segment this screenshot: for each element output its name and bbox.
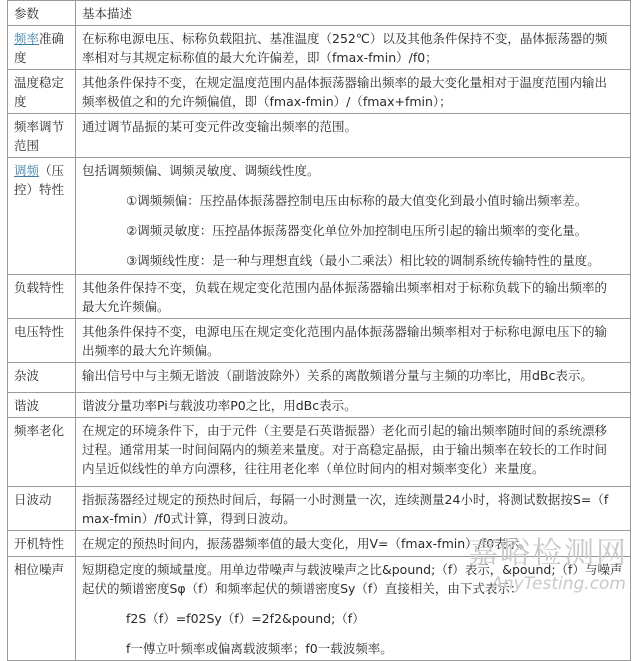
header-param: 参数 [8,1,76,26]
desc-subitem: ①调频频偏：压控晶体振荡器控制电压由标称的最大值变化到最小值时输出频率差。 [126,193,588,208]
table-row [8,393,631,418]
param-name: 杂波 [14,368,40,383]
desc-line: 指振荡器经过规定的预热时间后，每隔一小时测量一次，连续测量24小时，将测试数据按S=（f [82,492,609,507]
table-row [8,487,631,531]
desc-cell [76,26,631,70]
desc-line: 谐波分量功率Pi与载波功率P0之比，用dBc表示。 [82,398,357,413]
param-cell [8,418,76,487]
table-row [8,70,631,114]
desc-line: 过程。通常用某一时间间隔内的频差来量度。对于高稳定晶振，由于输出频率在较长的工作时间 [82,442,608,457]
desc-cell [76,158,631,275]
desc-cell [76,418,631,487]
desc-cell [76,393,631,418]
param-cell [8,487,76,531]
desc-line: 通过调节晶振的某可变元件改变输出频率的范围。 [82,119,358,134]
desc-cell [76,557,631,661]
param-name: 频率老化 [14,423,65,438]
desc-line: 短期稳定度的频域量度。用单边带噪声与载波噪声之比&pound;（f）表示，&pound;（f）与噪声 [82,562,623,577]
table-row [8,418,631,487]
desc-cell [76,319,631,363]
desc-line: 最大允许频偏。 [82,299,170,314]
param-cell [8,114,76,158]
table-row [8,26,631,70]
desc-subitem: ③调频线性度：是一种与理想直线（最小二乘法）相比较的调制系统传输特性的量度。 [126,253,600,268]
param-cell [8,319,76,363]
param-cell [8,531,76,557]
watermark-logo: 嘉峪检测网 [468,536,628,571]
desc-line: 其他条件保持不变，负载在规定变化范围内晶体振荡器输出频率相对于标称负载下的输出频率的 [82,280,608,295]
desc-cell [76,275,631,319]
desc-line: 包括调频频偏、调频灵敏度、调频线性度。 [82,163,320,178]
table-row [8,275,631,319]
table-row [8,114,631,158]
param-name: 负载特性 [14,280,65,295]
table-row [8,557,631,661]
table-row [8,363,631,393]
param-cell [8,26,76,70]
desc-subitem: ②调频灵敏度：压控晶体振荡器变化单位外加控制电压所引起的输出频率的变化量。 [126,223,588,238]
desc-cell [76,70,631,114]
header-desc: 基本描述 [76,1,631,26]
watermark-url: AnyTesting.com [491,574,626,594]
param-name: 谐波 [14,398,40,413]
desc-line: 内呈近似线性的单方向漂移，往往用老化率（单位时间内的相对频率变化）来量度。 [82,461,545,476]
desc-subitem: f2S（f）=f02Sy（f）=2f2&pound;（f） [126,611,365,626]
param-cell [8,275,76,319]
desc-line: 其他条件保持不变，电源电压在规定变化范围内晶体振荡器输出频率相对于标称电源电压下的输 [82,324,608,339]
param-cell [8,363,76,393]
param-cell [8,158,76,275]
param-link[interactable]: 频率 [14,31,40,46]
desc-line: 在规定的预热时间内，振荡器频率值的最大变化，用V=（fmax-fmin）/f0表示。 [82,536,532,551]
param-cell [8,557,76,661]
desc-line: 率相对与其规定标称值的最大允许偏差，即（fmax-fmin）/f0； [82,50,438,65]
desc-line: 出频率的最大允许频偏。 [82,343,220,358]
desc-subitem: f一傅立叶频率或偏离载波频率；f0一载波频率。 [126,641,393,656]
param-cell [8,70,76,114]
desc-line: 输出信号中与主频无谐波（副谐波除外）关系的离散频谱分量与主频的功率比，用dBc表示。 [82,368,593,383]
desc-cell [76,363,631,393]
desc-cell [76,114,631,158]
param-cell [8,393,76,418]
param-name: 电压特性 [14,324,65,339]
param-name: （压控）特性 [14,163,65,197]
param-name: 频率调节范围 [14,119,65,153]
desc-line: 在规定的环境条件下，由于元件（主要是石英谐振器）老化而引起的输出频率随时间的系统漂移 [82,423,608,438]
param-name: 开机特性 [14,536,65,551]
desc-line: 频率极值之和的允许频偏值，即（fmax-fmin）/（fmax+fmin）； [82,94,452,109]
table-row [8,158,631,275]
desc-line: 在标称电源电压、标称负载阻抗、基准温度（252℃）以及其他条件保持不变，晶体振荡器的频 [82,31,608,46]
param-name: 日波动 [14,492,52,507]
param-name: 相位噪声 [14,562,65,577]
desc-line: 其他条件保持不变，在规定温度范围内晶体振荡器输出频率的最大变化量相对于温度范围内输出 [82,75,608,90]
table-row [8,319,631,363]
desc-cell [76,487,631,531]
param-name: 准确度 [14,31,65,65]
param-name: 温度稳定度 [14,75,65,109]
table-header [8,1,631,26]
param-link[interactable]: 调频 [14,163,40,178]
desc-line: 起伏的频谱密度Sφ（f）和频率起伏的频谱密度Sy（f）直接相关，由下式表示： [82,581,523,596]
desc-line: max-fmin）/f0式计算，得到日波动。 [82,511,296,526]
